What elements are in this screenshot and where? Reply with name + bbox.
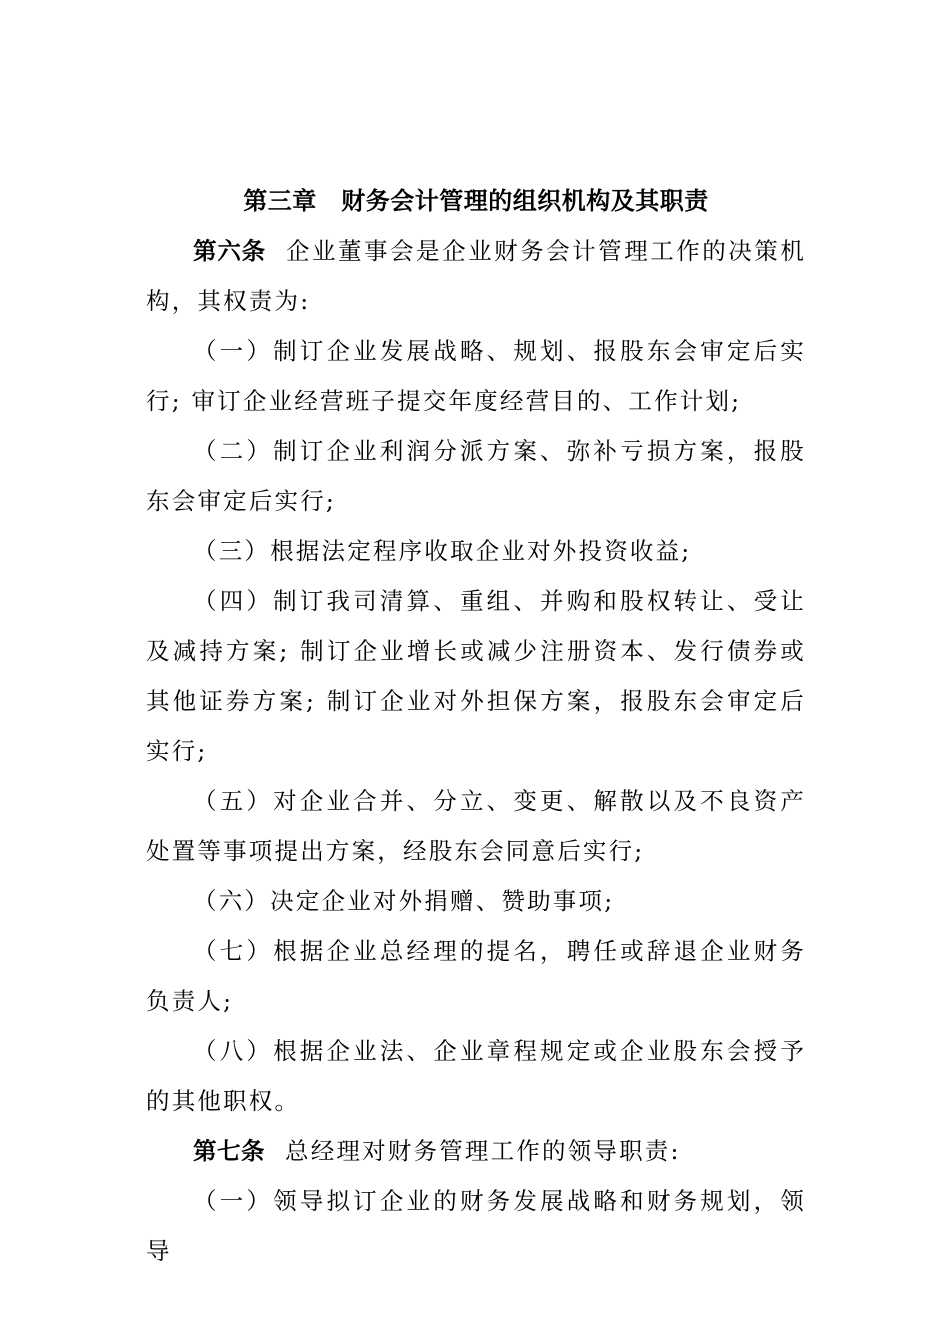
article-6-label: 第六条 bbox=[193, 237, 266, 265]
article-7-item-1: （一）领导拟订企业的财务发展战略和财务规划，领导 bbox=[146, 1187, 806, 1265]
article-6-item-1: （一）制订企业发展战略、规划、报股东会审定后实行; 审订企业经营班子提交年度经营目的、工作计划; bbox=[146, 337, 806, 415]
article-6-item-2: （二）制订企业利润分派方案、弥补亏损方案，报股东会审定后实行; bbox=[146, 437, 806, 515]
chapter-title: 第三章 财务会计管理的组织机构及其职责 bbox=[243, 187, 709, 215]
article-6-item-7: （七）根据企业总经理的提名，聘任或辞退企业财务负责人; bbox=[146, 937, 806, 1015]
article-7-intro-text: 总经理对财务管理工作的领导职责: bbox=[285, 1137, 681, 1165]
article-6-item-5: （五）对企业合并、分立、变更、解散以及不良资产处置等事项提出方案，经股东会同意后实行; bbox=[146, 787, 806, 865]
article-6-item-8: （八）根据企业法、企业章程规定或企业股东会授予的其他职权。 bbox=[146, 1037, 806, 1115]
article-6-item-3: （三）根据法定程序收取企业对外投资收益; bbox=[193, 537, 692, 565]
article-7-intro bbox=[146, 1126, 806, 1176]
article-6-intro-text: 企业董事会是企业财务会计管理工作的决策机构，其权责为: bbox=[146, 237, 807, 315]
article-6-item-4: （四）制订我司清算、重组、并购和股权转让、受让及减持方案; 制订企业增长或减少注册资本、发行债券或其他证券方案; 制订企业对外担保方案，报股东会审定后实行; bbox=[146, 587, 806, 765]
document-body bbox=[146, 176, 806, 1276]
article-7-label: 第七条 bbox=[193, 1137, 265, 1165]
article-6-item-6: （六）决定企业对外捐赠、赞助事项; bbox=[193, 887, 615, 915]
article-6-intro bbox=[146, 226, 806, 326]
